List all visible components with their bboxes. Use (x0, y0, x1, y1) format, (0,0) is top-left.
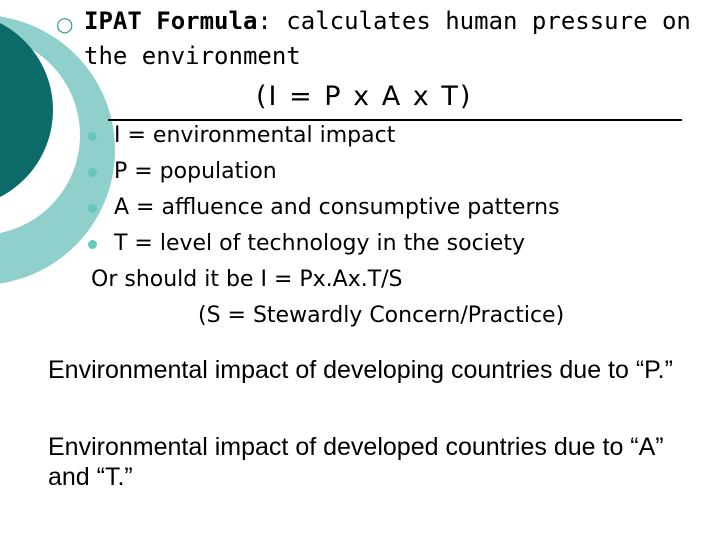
dot-bullet-icon (88, 240, 97, 249)
heading-bold: IPAT Formula (84, 7, 258, 35)
definition-list (88, 118, 564, 334)
heading-rest: : calculates human pressure on the environment (84, 7, 691, 70)
definition-text: P = population (114, 159, 277, 184)
list-item (88, 154, 564, 190)
developing-countries-text: Environmental impact of developing countries due to “P.” (48, 356, 673, 384)
definition-text: A = affluence and consumptive patterns (114, 195, 560, 220)
list-item (88, 226, 564, 262)
alternative-formula: Or should it be I = Px.Ax.T/S (91, 267, 403, 292)
developed-countries-text: Environmental impact of developed countries due to “A” and “T.” (48, 433, 664, 491)
dot-bullet-icon (88, 132, 97, 141)
slide-heading (84, 4, 704, 74)
definition-text: I = environmental impact (114, 123, 396, 148)
hollow-circle-bullet-icon: ○ (56, 12, 74, 36)
stewardship-note: (S = Stewardly Concern/Practice) (198, 303, 565, 328)
dot-bullet-icon (88, 204, 97, 213)
dot-bullet-icon (88, 168, 97, 177)
formula: (I = P x A x T) (256, 81, 473, 112)
list-item (88, 190, 564, 226)
definition-text: T = level of technology in the society (114, 231, 525, 256)
list-item (88, 118, 564, 154)
